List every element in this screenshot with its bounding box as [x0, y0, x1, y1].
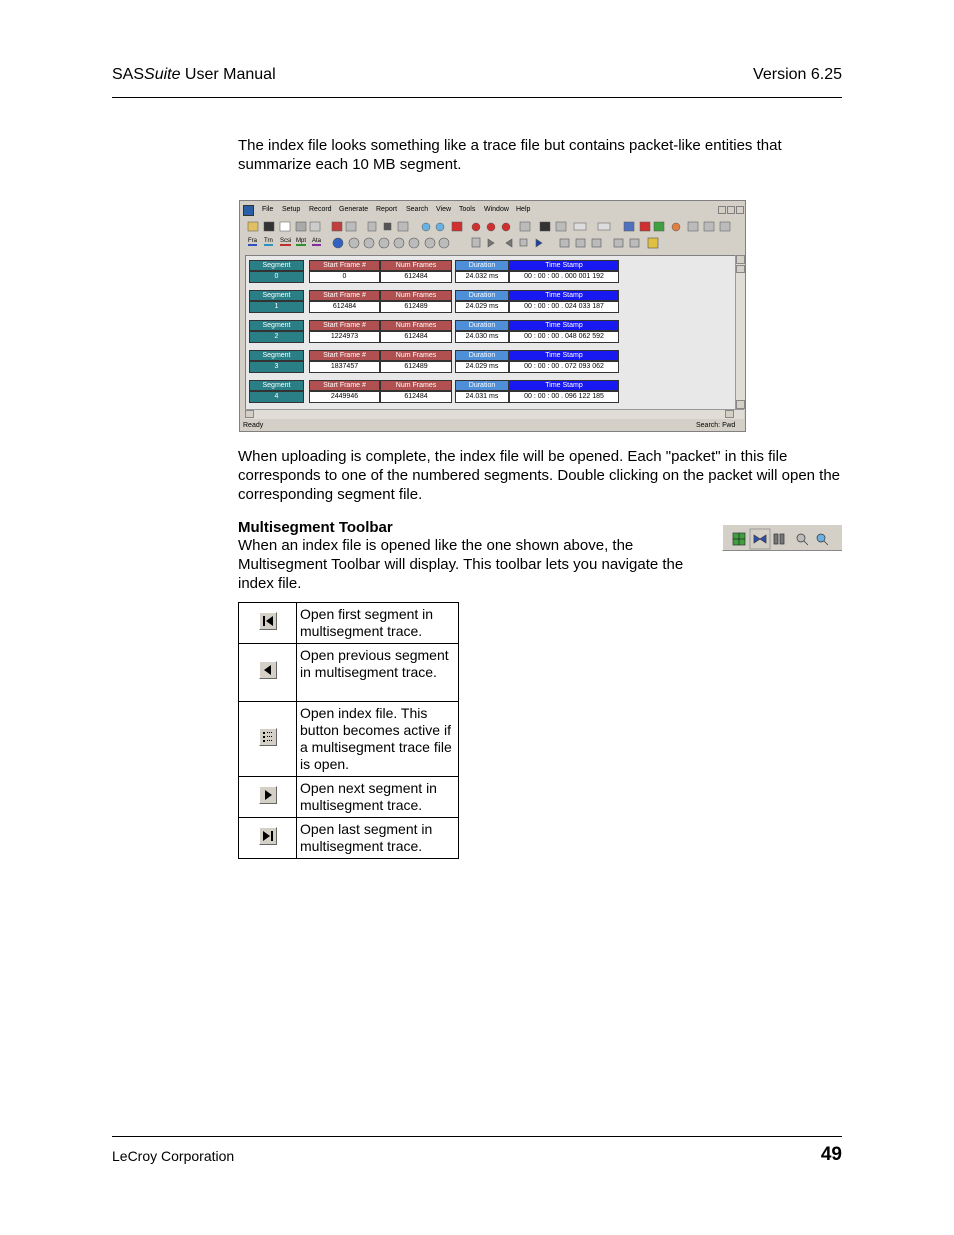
segment-header-segment: Segment	[249, 290, 304, 301]
main-toolbar	[244, 219, 742, 235]
vertical-scrollbar	[735, 255, 745, 409]
previous-segment-icon	[259, 661, 277, 679]
status-ready: Ready	[243, 422, 264, 429]
segment-value-duration[interactable]: 24.031 ms	[455, 391, 509, 403]
app-icon	[243, 205, 254, 216]
table-row	[239, 702, 459, 777]
segment-value-num-frames[interactable]: 612484	[380, 331, 452, 343]
button-description: Open first segment in multisegment trace.	[297, 603, 459, 644]
segment-header-num-frames: Num Frames	[380, 260, 452, 271]
segment-header-num-frames: Num Frames	[380, 290, 452, 301]
icon-cell	[239, 818, 297, 859]
icon-cell	[239, 644, 297, 702]
segment-header-duration: Duration	[455, 380, 509, 391]
segment-value-time-stamp[interactable]: 00 : 00 : 00 . 000 001 192	[509, 271, 619, 283]
tab-fra: Fra	[248, 238, 257, 244]
table-row	[239, 603, 459, 644]
menu-record: Record	[309, 206, 332, 213]
running-header-title	[112, 66, 276, 84]
segment-header-num-frames: Num Frames	[380, 350, 452, 361]
segment-value-time-stamp[interactable]: 00 : 00 : 00 . 024 033 187	[509, 301, 619, 313]
segment-header-segment: Segment	[249, 320, 304, 331]
segment-header-duration: Duration	[455, 260, 509, 271]
section-title: Multisegment Toolbar	[238, 519, 393, 536]
menu-report: Report	[376, 206, 398, 213]
segment-value-segment[interactable]: 4	[249, 391, 304, 403]
segment-header-time-stamp: Time Stamp	[509, 350, 619, 361]
segment-header-num-frames: Num Frames	[380, 320, 452, 331]
footer-rule	[112, 1136, 842, 1137]
menu-generate: Generate	[339, 206, 369, 213]
segment-value-duration[interactable]: 24.029 ms	[455, 301, 509, 313]
segment-value-segment[interactable]: 3	[249, 361, 304, 373]
segment-header-start-frame: Start Frame #	[309, 290, 380, 301]
scroll-up-icon	[736, 255, 745, 264]
segment-value-num-frames[interactable]: 612484	[380, 391, 452, 403]
tab-ata: Ata	[312, 238, 322, 244]
segment-value-time-stamp[interactable]: 00 : 00 : 00 . 072 093 062	[509, 361, 619, 373]
next-segment-icon	[259, 786, 277, 804]
segment-value-segment[interactable]: 0	[249, 271, 304, 283]
toolbar-button-table	[238, 602, 459, 859]
menu-search: Search	[406, 206, 429, 213]
restore-icon	[727, 206, 735, 214]
segment-value-start-frame[interactable]: 0	[309, 271, 380, 283]
menu-setup: Setup	[282, 206, 301, 213]
segment-value-num-frames[interactable]: 612484	[380, 271, 452, 283]
status-bar	[240, 420, 745, 432]
icon-cell	[239, 702, 297, 777]
first-segment-icon	[259, 612, 277, 630]
page-number: 49	[820, 1144, 842, 1165]
segment-value-start-frame[interactable]: 2449946	[309, 391, 380, 403]
menu-view: View	[436, 206, 452, 213]
toolbar-icons	[244, 219, 742, 235]
menu-bar	[240, 203, 745, 217]
menu-window: Window	[484, 206, 509, 213]
toolbar-paragraph: When an index file is opened like the one shown above, the Multisegment Toolbar will display. This toolbar lets you navigate the index file.	[238, 537, 684, 592]
scroll-down-icon	[736, 400, 745, 409]
segment-value-time-stamp[interactable]: 00 : 00 : 00 . 048 062 592	[509, 331, 619, 343]
segment-header-start-frame: Start Frame #	[309, 260, 380, 271]
segment-header-segment: Segment	[249, 350, 304, 361]
multisegment-toolbar-icons	[723, 525, 843, 552]
header-rule	[112, 97, 842, 98]
running-header-version: Version 6.25	[753, 66, 842, 83]
segment-value-segment[interactable]: 1	[249, 301, 304, 313]
segment-value-start-frame[interactable]: 1837457	[309, 361, 380, 373]
segment-value-duration[interactable]: 24.030 ms	[455, 331, 509, 343]
icon-cell	[239, 603, 297, 644]
tab-scsi: Scsi	[280, 238, 292, 244]
button-description: Open last segment in multisegment trace.	[297, 818, 459, 859]
scroll-right-icon	[725, 410, 734, 418]
segment-value-start-frame[interactable]: 1224973	[309, 331, 380, 343]
segment-header-segment: Segment	[249, 260, 304, 271]
segment-header-time-stamp: Time Stamp	[509, 380, 619, 391]
button-description: Open index file. This button becomes active if a multisegment trace file is open.	[297, 702, 459, 777]
footer-company: LeCroy Corporation	[112, 1148, 235, 1164]
segment-header-duration: Duration	[455, 350, 509, 361]
intro-paragraph: The index file looks something like a trace file but contains packet-like entities that summarize each 10 MB segment.	[238, 137, 782, 173]
minimize-icon	[718, 206, 726, 214]
view-toolbar	[244, 235, 742, 251]
close-icon	[736, 206, 744, 214]
status-search: Search: Fwd	[696, 422, 736, 429]
segment-value-start-frame[interactable]: 612484	[309, 301, 380, 313]
title-suffix: User Manual	[180, 66, 276, 83]
horizontal-scrollbar	[245, 409, 744, 419]
segment-header-start-frame: Start Frame #	[309, 380, 380, 391]
segment-value-time-stamp[interactable]: 00 : 00 : 00 . 096 122 185	[509, 391, 619, 403]
table-row	[239, 777, 459, 818]
last-segment-icon	[259, 827, 277, 845]
segment-header-duration: Duration	[455, 320, 509, 331]
title-prefix: SAS	[112, 66, 145, 83]
menu-help: Help	[516, 206, 531, 213]
button-description: Open previous segment in multisegment trace.	[297, 644, 459, 702]
segment-value-duration[interactable]: 24.029 ms	[455, 361, 509, 373]
title-italic: Suite	[144, 66, 181, 83]
multisegment-toolbar-image	[722, 524, 842, 551]
scroll-thumb	[736, 265, 745, 273]
icon-cell	[239, 777, 297, 818]
tab-mpt: Mpt	[296, 238, 307, 244]
table-row	[239, 644, 459, 702]
index-file-screenshot	[239, 200, 746, 432]
segment-value-num-frames[interactable]: 612489	[380, 361, 452, 373]
menu-file: File	[262, 206, 274, 213]
view-toolbar-icons	[244, 235, 742, 251]
menu-tools: Tools	[459, 206, 476, 213]
segment-list-panel	[245, 255, 737, 411]
segment-header-segment: Segment	[249, 380, 304, 391]
index-file-icon	[259, 728, 277, 746]
segment-header-start-frame: Start Frame #	[309, 320, 380, 331]
tab-trn: Trn	[264, 238, 273, 244]
scroll-left-icon	[245, 410, 254, 418]
segment-value-num-frames[interactable]: 612489	[380, 301, 452, 313]
segment-header-time-stamp: Time Stamp	[509, 320, 619, 331]
segment-header-time-stamp: Time Stamp	[509, 260, 619, 271]
segment-header-start-frame: Start Frame #	[309, 350, 380, 361]
segment-header-duration: Duration	[455, 290, 509, 301]
table-row	[239, 818, 459, 859]
segment-value-segment[interactable]: 2	[249, 331, 304, 343]
upload-paragraph: When uploading is complete, the index file will be opened. Each "packet" in this file corresponds to one of the numbered segments. Double clicking on the packet will open the corresponding segment file.	[238, 448, 841, 503]
segment-header-num-frames: Num Frames	[380, 380, 452, 391]
segment-value-duration[interactable]: 24.032 ms	[455, 271, 509, 283]
segment-header-time-stamp: Time Stamp	[509, 290, 619, 301]
button-description: Open next segment in multisegment trace.	[297, 777, 459, 818]
